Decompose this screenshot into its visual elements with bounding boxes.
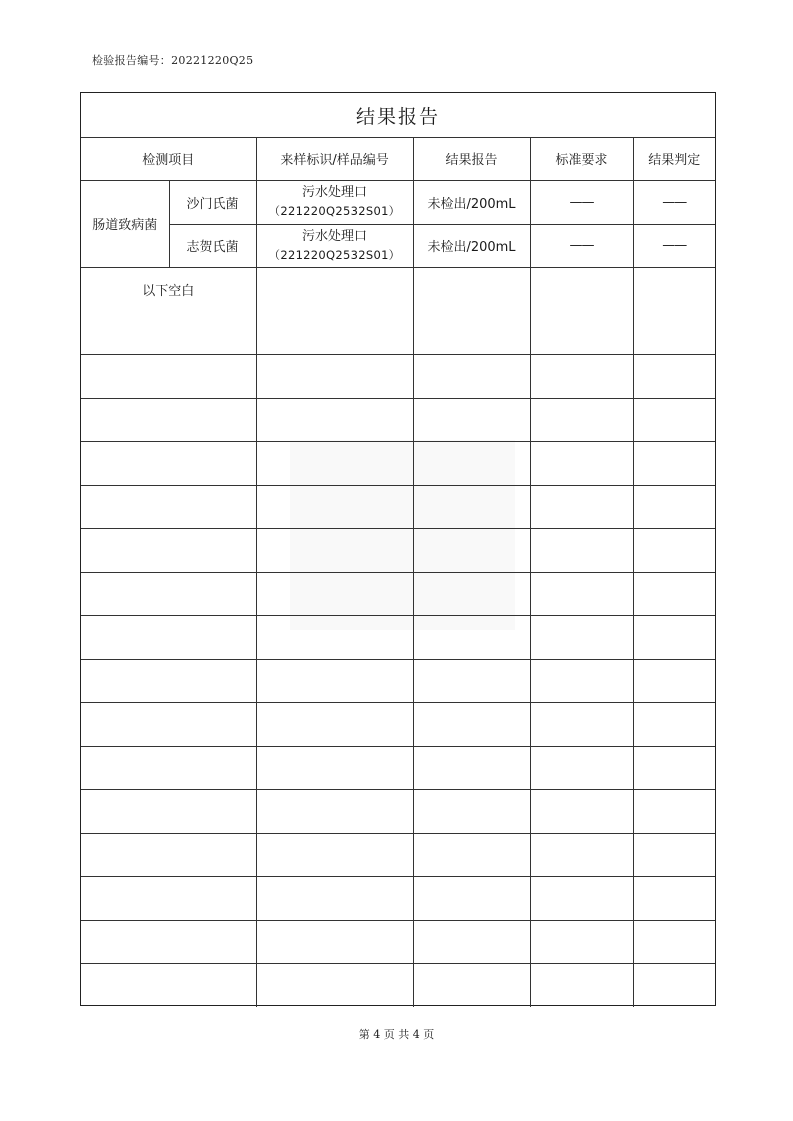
blank-row	[81, 616, 715, 660]
empty-cell	[633, 355, 715, 399]
report-frame	[80, 92, 716, 1006]
empty-cell	[530, 746, 633, 790]
empty-cell	[413, 964, 530, 1007]
empty-cell	[413, 616, 530, 660]
empty-cell	[81, 746, 256, 790]
empty-cell	[633, 572, 715, 616]
empty-cell	[256, 659, 413, 703]
empty-cell	[633, 311, 715, 355]
empty-cell	[413, 267, 530, 311]
empty-cell	[413, 920, 530, 964]
empty-cell	[81, 877, 256, 921]
empty-cell	[256, 311, 413, 355]
blank-row	[81, 833, 715, 877]
judgement-value: ——	[633, 180, 715, 224]
empty-cell	[413, 572, 530, 616]
empty-cell	[530, 616, 633, 660]
empty-cell	[81, 659, 256, 703]
empty-cell	[256, 572, 413, 616]
empty-cell	[530, 703, 633, 747]
empty-cell	[413, 529, 530, 573]
report-number: 检验报告编号：20221220Q25	[92, 54, 254, 67]
table-header-row	[81, 137, 715, 180]
empty-cell	[633, 746, 715, 790]
empty-cell	[256, 398, 413, 442]
empty-cell	[81, 398, 256, 442]
blank-row	[81, 877, 715, 921]
empty-cell	[633, 877, 715, 921]
empty-cell	[413, 877, 530, 921]
empty-cell	[530, 877, 633, 921]
blank-row	[81, 442, 715, 486]
empty-cell	[530, 964, 633, 1007]
empty-cell	[256, 964, 413, 1007]
blank-row	[81, 355, 715, 399]
empty-cell	[81, 355, 256, 399]
empty-cell	[633, 398, 715, 442]
page-title: 结果报告	[81, 93, 715, 138]
blank-row	[81, 746, 715, 790]
empty-cell	[413, 659, 530, 703]
blank-row	[81, 920, 715, 964]
empty-cell	[81, 833, 256, 877]
header-standard: 标准要求	[530, 137, 633, 180]
empty-cell	[256, 790, 413, 834]
empty-cell	[633, 659, 715, 703]
item-name: 志贺氏菌	[169, 224, 256, 267]
sample-name: 污水处理口	[302, 185, 368, 200]
blank-rows	[81, 311, 715, 1007]
empty-cell	[413, 355, 530, 399]
empty-cell	[633, 442, 715, 486]
empty-cell	[530, 529, 633, 573]
empty-cell	[81, 442, 256, 486]
item-name: 沙门氏菌	[169, 180, 256, 224]
empty-cell	[633, 267, 715, 311]
empty-cell	[633, 616, 715, 660]
empty-cell	[81, 790, 256, 834]
sample-code: （221220Q2532S01）	[268, 247, 401, 262]
empty-cell	[256, 920, 413, 964]
sample-cell	[256, 180, 413, 224]
empty-cell	[413, 398, 530, 442]
empty-cell	[413, 703, 530, 747]
category-cell: 肠道致病菌	[81, 180, 169, 267]
blank-row	[81, 311, 715, 355]
empty-cell	[633, 790, 715, 834]
empty-cell	[81, 920, 256, 964]
empty-cell	[256, 485, 413, 529]
empty-cell	[530, 485, 633, 529]
empty-cell	[530, 442, 633, 486]
empty-cell	[633, 964, 715, 1007]
empty-cell	[633, 703, 715, 747]
empty-cell	[81, 529, 256, 573]
blank-row	[81, 659, 715, 703]
empty-cell	[413, 485, 530, 529]
empty-cell	[530, 659, 633, 703]
empty-cell	[413, 790, 530, 834]
table-row	[81, 180, 715, 224]
header-judgement: 结果判定	[633, 137, 715, 180]
empty-cell	[530, 572, 633, 616]
empty-cell	[530, 920, 633, 964]
empty-cell	[256, 355, 413, 399]
sample-cell	[256, 224, 413, 267]
table-row	[81, 224, 715, 267]
empty-cell	[256, 746, 413, 790]
empty-cell	[413, 311, 530, 355]
empty-cell	[530, 311, 633, 355]
empty-cell	[633, 529, 715, 573]
blank-row	[81, 485, 715, 529]
blank-row	[81, 572, 715, 616]
empty-cell	[256, 703, 413, 747]
blank-note: 以下空白	[81, 267, 256, 311]
empty-cell	[81, 964, 256, 1007]
empty-cell	[256, 833, 413, 877]
judgement-value: ——	[633, 224, 715, 267]
empty-cell	[413, 833, 530, 877]
empty-cell	[81, 485, 256, 529]
header-sample: 来样标识/样品编号	[256, 137, 413, 180]
empty-cell	[530, 833, 633, 877]
empty-cell	[633, 920, 715, 964]
sample-name: 污水处理口	[302, 228, 368, 244]
blank-row	[81, 790, 715, 834]
standard-value: ——	[530, 180, 633, 224]
empty-cell	[256, 877, 413, 921]
page-number: 第 4 页 共 4 页	[358, 1028, 435, 1041]
standard-value: ——	[530, 224, 633, 267]
empty-cell	[256, 616, 413, 660]
result-value: 未检出/200mL	[413, 180, 530, 224]
empty-cell	[256, 267, 413, 311]
empty-cell	[413, 746, 530, 790]
empty-cell	[81, 703, 256, 747]
blank-row	[81, 398, 715, 442]
results-table	[81, 137, 715, 1007]
empty-cell	[530, 267, 633, 311]
empty-cell	[81, 311, 256, 355]
empty-cell	[530, 790, 633, 834]
header-item: 检测项目	[81, 137, 256, 180]
empty-cell	[633, 485, 715, 529]
empty-cell	[256, 529, 413, 573]
table-row	[81, 267, 715, 311]
header-result: 结果报告	[413, 137, 530, 180]
empty-cell	[256, 442, 413, 486]
empty-cell	[633, 833, 715, 877]
empty-cell	[413, 442, 530, 486]
sample-code: （221220Q2532S01）	[268, 204, 401, 218]
blank-row	[81, 703, 715, 747]
result-value: 未检出/200mL	[413, 224, 530, 267]
empty-cell	[81, 616, 256, 660]
empty-cell	[530, 398, 633, 442]
empty-cell	[530, 355, 633, 399]
empty-cell	[81, 572, 256, 616]
blank-row	[81, 964, 715, 1007]
blank-row	[81, 529, 715, 573]
